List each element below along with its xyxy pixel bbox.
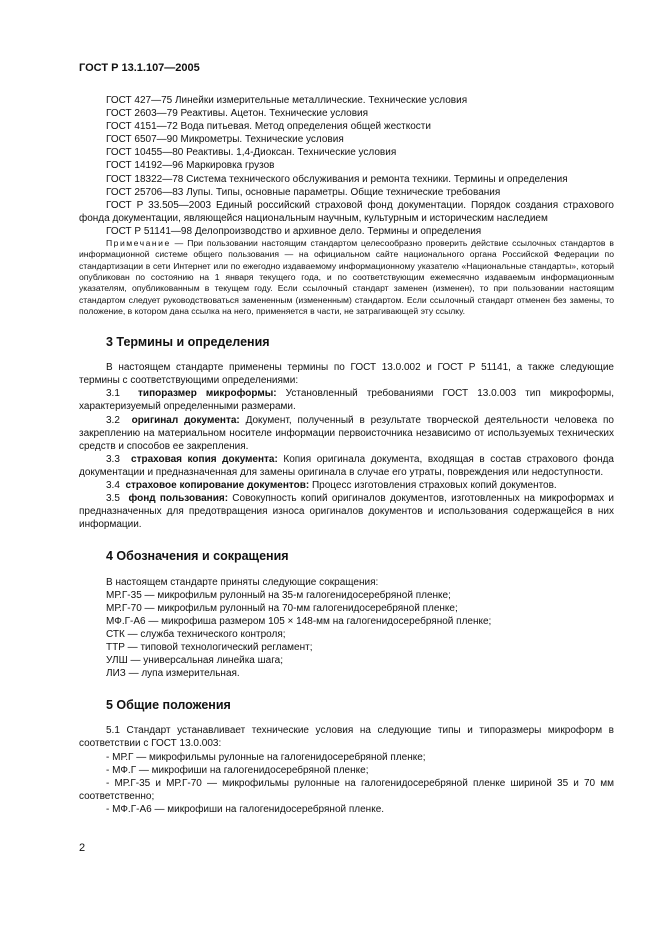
microform-type-item: - МФ.Г-А6 — микрофиши на галогенидосеребряной пленке. [106, 803, 385, 815]
reference-item: ГОСТ 10455—80 Реактивы. 1,4-Диоксан. Технические условия [106, 147, 397, 159]
note-label: Примечание [106, 238, 171, 249]
term-item [79, 387, 614, 413]
term-name: фонд пользования: [128, 493, 229, 505]
term-number: 3.1 [106, 388, 120, 400]
section-5-title: 5 Общие положения [106, 698, 231, 713]
term-definition: Процесс изготовления страховых копий документов. [309, 480, 557, 492]
term-number: 3.5 [106, 493, 120, 505]
document-header: ГОСТ Р 13.1.107—2005 [79, 62, 200, 74]
term-definition: Установленный требованиями ГОСТ 13.0.003 тип микроформы, характеризуемый определенными размерами. [79, 388, 614, 413]
section-3-title: 3 Термины и определения [106, 335, 270, 350]
reference-item: ГОСТ 14192—96 Маркировка грузов [106, 160, 275, 172]
term-name: страховое копирование документов: [125, 480, 310, 492]
abbreviation-item: УЛШ — универсальная линейка шага; [106, 655, 283, 667]
section-4-title: 4 Обозначения и сокращения [106, 549, 289, 564]
section-4-intro: В настоящем стандарте приняты следующие сокращения: [106, 576, 379, 588]
section-3-intro: В настоящем стандарте применены термины по ГОСТ 13.0.002 и ГОСТ Р 51141, а также следующие термины с соответствующими определениями: [79, 362, 614, 387]
term-definition: Совокупность копий оригиналов документов, изготовленных на микроформах и предназначенных для предотвращения износа оригиналов документов и использования содержащейся в них информации. [79, 493, 614, 531]
document-body [79, 94, 614, 816]
term-item [79, 414, 614, 453]
term-name: страховая копия документа: [131, 453, 278, 465]
abbreviation-item: ЛИЗ — лупа измерительная. [106, 668, 240, 680]
microform-type-item: - МФ.Г — микрофиши на галогенидосеребряной пленке; [106, 764, 369, 776]
term-number: 3.2 [106, 414, 120, 426]
abbreviation-item: МФ.Г-А6 — микрофиша размером 105 × 148-мм на галогенидосеребряной пленке; [106, 615, 492, 627]
abbreviation-item: МР.Г-35 — микрофильм рулонный на 35-м галогенидосеребряной пленке; [106, 589, 451, 601]
reference-item: ГОСТ Р 51141—98 Делопроизводство и архивное дело. Термины и определения [106, 225, 482, 237]
term-definition: Копия оригинала документа, входящая в состав страхового фонда документации и предназначенная для замены оригинала в случае его утраты, повреждения или недоступности. [79, 453, 614, 478]
term-number: 3.4 [106, 480, 120, 492]
microform-type-item: - МР.Г — микрофильмы рулонные на галогенидосеребряной пленке; [106, 751, 426, 763]
page-number: 2 [79, 842, 86, 854]
abbreviation-item: МР.Г-70 — микрофильм рулонный на 70-мм галогенидосеребряной пленке; [106, 602, 458, 614]
term-item [79, 479, 614, 492]
term-definition: Документ, полученный в результате творческой деятельности человека по закреплению на материальном носителе информации первоисточника независимо от используемых технических средств и способов ее закрепления. [79, 414, 614, 452]
reference-item: ГОСТ Р 33.505—2003 Единый российский страховой фонд документации. Порядок создания страхового фонда документации, являющейся национальным научным, культурным и историческим наследием [79, 199, 614, 224]
reference-item: ГОСТ 6507—90 Микрометры. Технические условия [106, 134, 344, 146]
term-name: оригинал документа: [131, 414, 240, 426]
reference-item: ГОСТ 25706—83 Лупы. Типы, основные параметры. Общие технические требования [106, 186, 501, 198]
reference-item: ГОСТ 4151—72 Вода питьевая. Метод определения общей жесткости [106, 121, 431, 133]
term-number: 3.3 [106, 453, 120, 465]
term-item [79, 453, 614, 479]
references-list [79, 94, 614, 238]
section-5-intro: 5.1 Стандарт устанавливает технические условия на следующие типы и типоразмеры микроформ в соответствии с ГОСТ 13.0.003: [79, 725, 614, 750]
reference-item: ГОСТ 2603—79 Реактивы. Ацетон. Технические условия [106, 108, 369, 120]
term-item [79, 492, 614, 531]
term-name: типоразмер микроформы: [138, 388, 277, 400]
reference-item: ГОСТ 427—75 Линейки измерительные металлические. Технические условия [106, 95, 468, 106]
note-text: — При пользовании настоящим стандартом целесообразно проверить действие ссылочных стандартов в информационной системе общего пользования — на официальном сайте национального органа Российской Федерации по стандартизации в сети Интернет или по ежегодно издаваемому информационному указателю «Национальные стандарты», который опубликован по состоянию на 1 января текущего года, и по соответствующим ежемесячно издаваемым информационным указателям, опубликованным в текущем году. Если ссылочный стандарт заменен (изменен), то при пользовании настоящим стандартом следует руководствоваться замененным (измененным) стандартом. Если ссылочный стандарт отменен без замены, то положение, в котором дана ссылка на него, применяется в части, не затрагивающей эту ссылку. [79, 238, 614, 316]
reference-item: ГОСТ 18322—78 Система технического обслуживания и ремонта техники. Термины и определения [106, 173, 568, 185]
microform-type-item: - МР.Г-35 и МР.Г-70 — микрофильмы рулонные на галогенидосеребряной пленке шириной 35 и 70 мм соответственно; [79, 777, 614, 802]
abbreviation-item: ТТР — типовой технологический регламент; [106, 641, 313, 653]
note-paragraph [79, 238, 614, 317]
abbreviation-item: СТК — служба технического контроля; [106, 628, 286, 640]
